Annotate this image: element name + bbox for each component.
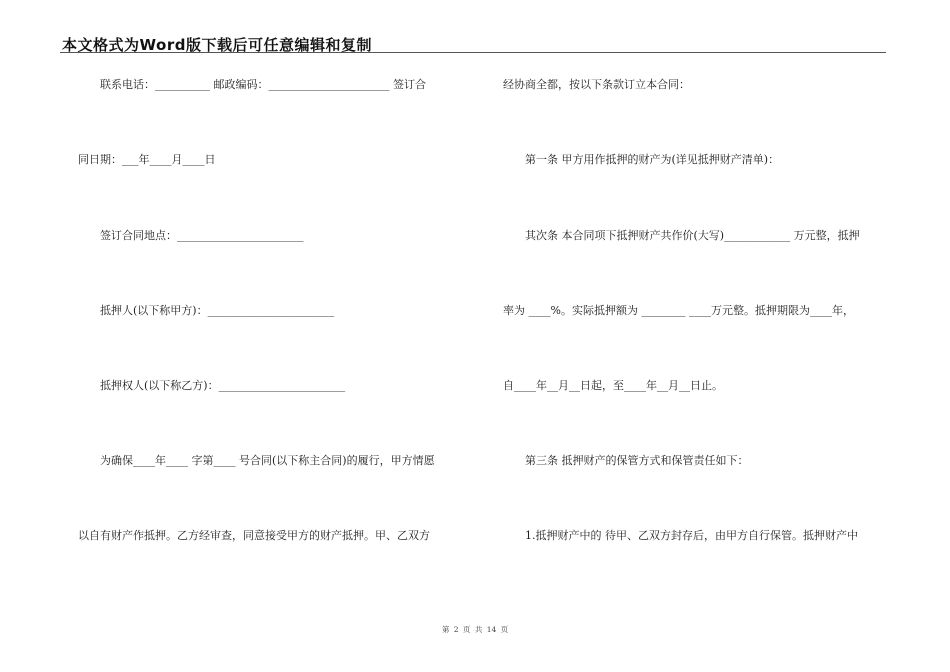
text-line: 经协商全都，按以下条款订立本合同： (503, 78, 690, 91)
text-line: 联系电话：__________ 邮政编码：______________________ 签订合 (100, 78, 426, 91)
text-line: 第三条 抵押财产的保管方式和保管责任如下： (525, 454, 749, 467)
text-line: 率为 ____%。实际抵押额为 ________ ____万元整。抵押期限为____年， (503, 304, 854, 317)
text-line: 为确保____年____ 字第____ 号合同(以下称主合同)的履行，甲方情愿 (100, 454, 435, 467)
text-line: 第一条 甲方用作抵押的财产为(详见抵押财产清单)： (525, 153, 780, 166)
text-line: 以自有财产作抵押。乙方经审查，同意接受甲方的财产抵押。甲、乙双方 (78, 529, 430, 542)
page-footer (0, 624, 950, 635)
text-line: 自____年__月__日起，至____年__月__日止。 (503, 379, 723, 392)
text-line: 其次条 本合同项下抵押财产共作价(大写)____________ 万元整，抵押 (525, 229, 860, 242)
footer-page-number: 2 (453, 625, 459, 634)
text-line: 抵押人(以下称甲方)：_______________________ (100, 304, 335, 317)
header-title: 本文格式为Word版下载后可任意编辑和复制 (62, 36, 372, 54)
footer-prefix: 第 (441, 625, 450, 634)
footer-suffix: 页 (500, 625, 509, 634)
footer-total-pages: 14 (486, 625, 497, 634)
header-divider (60, 52, 886, 53)
text-line: 抵押权人(以下称乙方)：_______________________ (100, 379, 346, 392)
footer-page-label: 页 (462, 625, 471, 634)
text-line: 同日期：___年____月____日 (78, 153, 216, 166)
text-line: 签订合同地点：_______________________ (100, 229, 304, 242)
footer-total-prefix: 共 (474, 625, 483, 634)
text-line: 1.抵押财产中的 待甲、乙双方封存后，由甲方自行保管。抵押财产中 (525, 529, 858, 542)
